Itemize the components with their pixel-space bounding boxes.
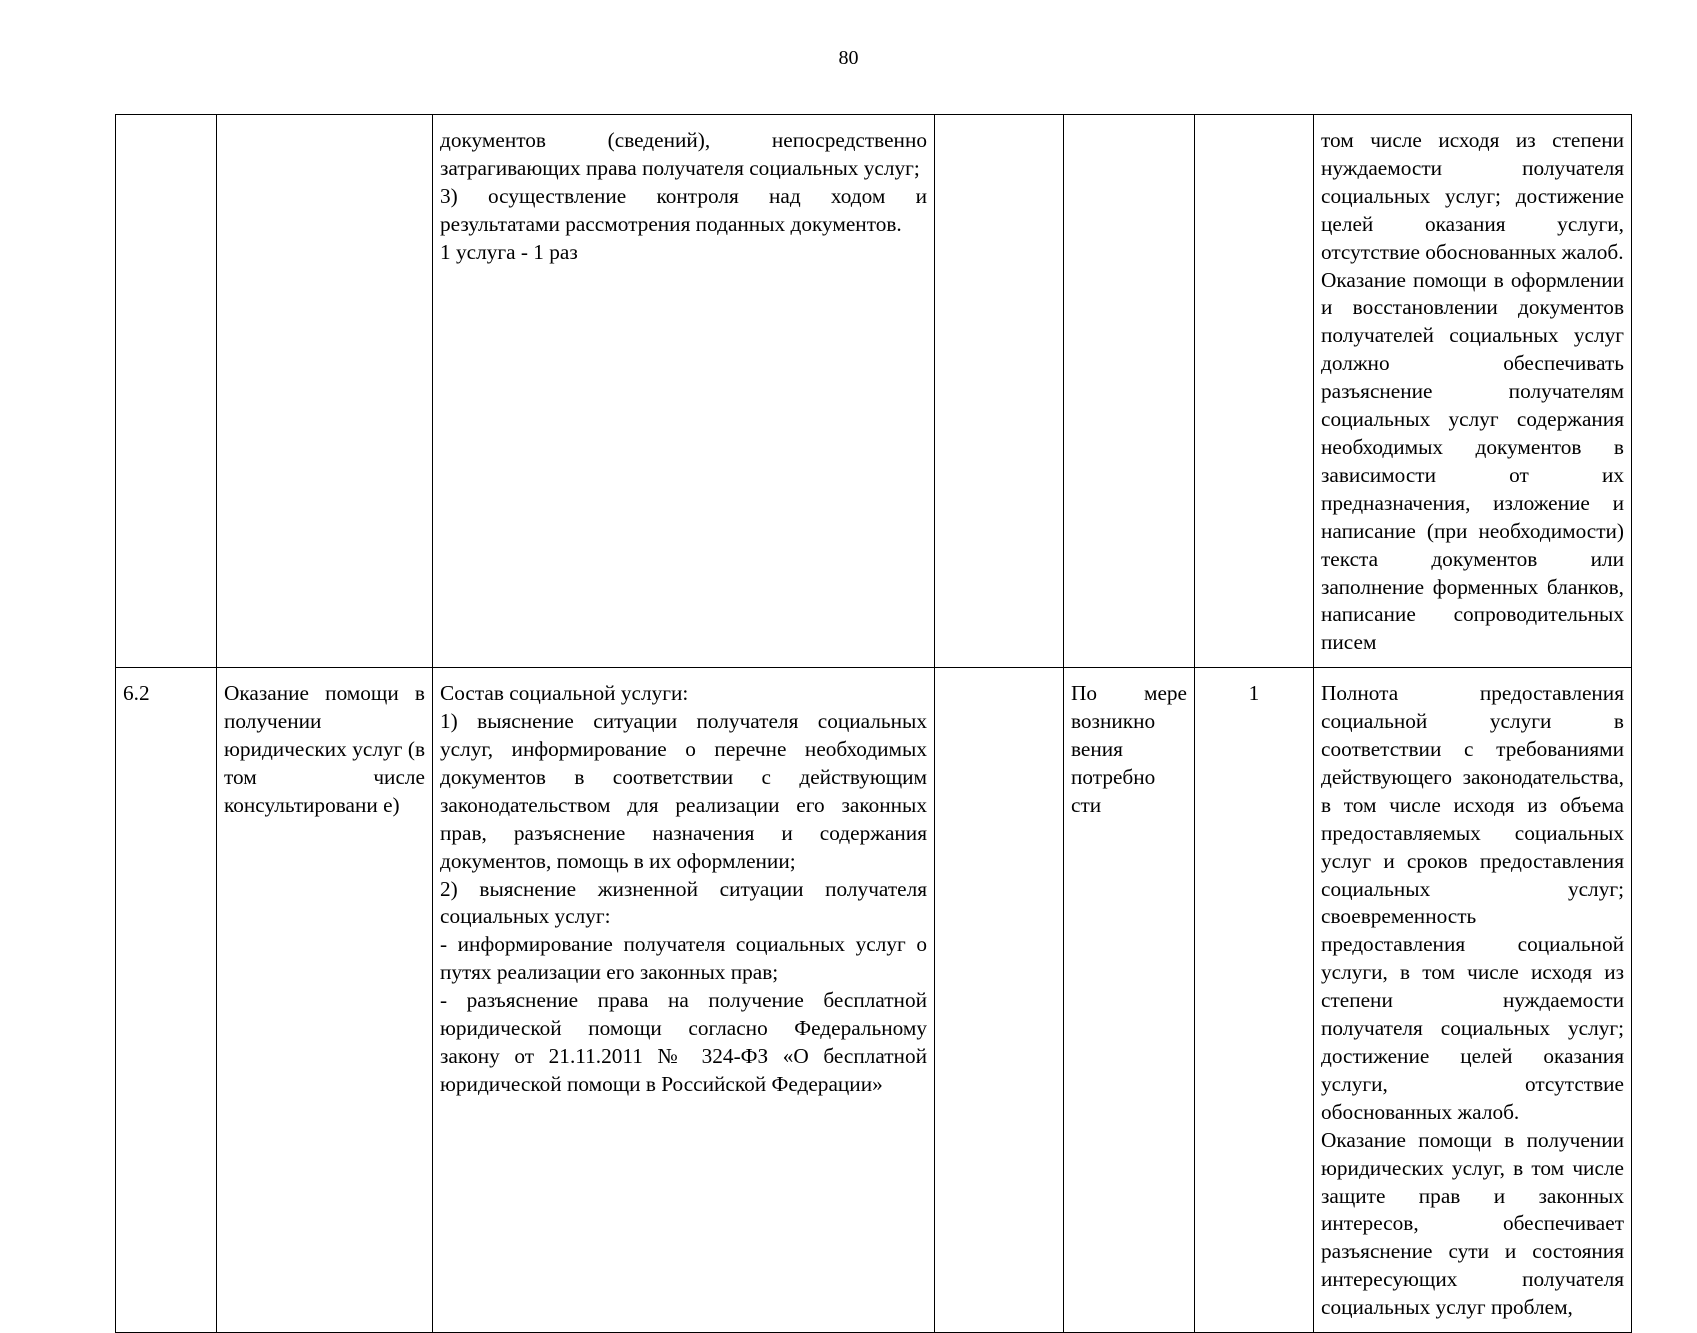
page-number: 80	[838, 47, 859, 69]
cell-service-content	[433, 115, 935, 668]
cell-count	[1195, 115, 1314, 668]
cell-norm	[935, 115, 1064, 668]
content-paragraph: 3) осуществление контроля над ходом и результатами рассмотрения поданных документов.	[440, 183, 927, 236]
quality-paragraph: Полнота предоставления социальной услуги в соответствии с требованиями действующего законодательства, в том числе исходя из объема предоставляемых социальных услуг и сроков предоставления социальных услуг; своевременность предоставления социальной услуги, в том числе исходя из степени нуждаемости получателя социальных услуг; достижение целей оказания услуги, отсутствие обоснованных жалоб.	[1321, 681, 1624, 1124]
cell-period: По мере возникно вения потребно сти	[1064, 668, 1195, 1333]
content-paragraph: 2) выяснение жизненной ситуации получателя социальных услуг:	[440, 876, 927, 929]
cell-count: 1	[1195, 668, 1314, 1333]
cell-quality	[1314, 668, 1632, 1333]
cell-service-name	[217, 115, 433, 668]
table-row	[116, 115, 1632, 668]
content-paragraph: Состав социальной услуги:	[440, 681, 689, 706]
cell-service-content	[433, 668, 935, 1333]
content-paragraph: - информирование получателя социальных услуг о путях реализации его законных прав;	[440, 932, 927, 985]
table-row	[116, 668, 1632, 1333]
cell-number: 6.2	[116, 668, 217, 1333]
content-paragraph: - разъяснение права на получение бесплатной юридической помощи согласно Федеральному закону от 21.11.2011 № 324-ФЗ «О бесплатной юридической помощи в Российской Федерации»	[440, 988, 927, 1096]
cell-quality	[1314, 115, 1632, 668]
content-paragraph: 1) выяснение ситуации получателя социальных услуг, информирование о перечне необходимых документов в соответствии с действующим законодательством для реализации его законных прав, разъяснение назначения и содержания документов, помощь в их оформлении;	[440, 709, 927, 873]
content-paragraph: 1 услуга - 1 раз	[440, 239, 578, 264]
cell-period	[1064, 115, 1195, 668]
cell-number	[116, 115, 217, 668]
cell-norm	[935, 668, 1064, 1333]
quality-paragraph: Оказание помощи в оформлении и восстановлении документов получателей социальных услуг должно обеспечивать разъяснение получателям социальных услуг содержания необходимых документов в зависимости от их предназначения, изложение и написание (при необходимости) текста документов или заполнение форменных бланков, написание сопроводительных писем	[1321, 267, 1624, 655]
quality-paragraph: том числе исходя из степени нуждаемости получателя социальных услуг; достижение целей оказания услуги, отсутствие обоснованных жалоб.	[1321, 128, 1624, 264]
services-table	[115, 114, 1632, 1333]
quality-paragraph: Оказание помощи в получении юридических услуг, в том числе защите прав и законных интересов, обеспечивает разъяснение сути и состояния интересующих получателя социальных услуг проблем,	[1321, 1127, 1624, 1320]
content-paragraph: документов (сведений), непосредственно затрагивающих права получателя социальных услуг;	[440, 128, 927, 180]
cell-service-name: Оказание помощи в получении юридических услуг (в том числе консультировани е)	[217, 668, 433, 1333]
